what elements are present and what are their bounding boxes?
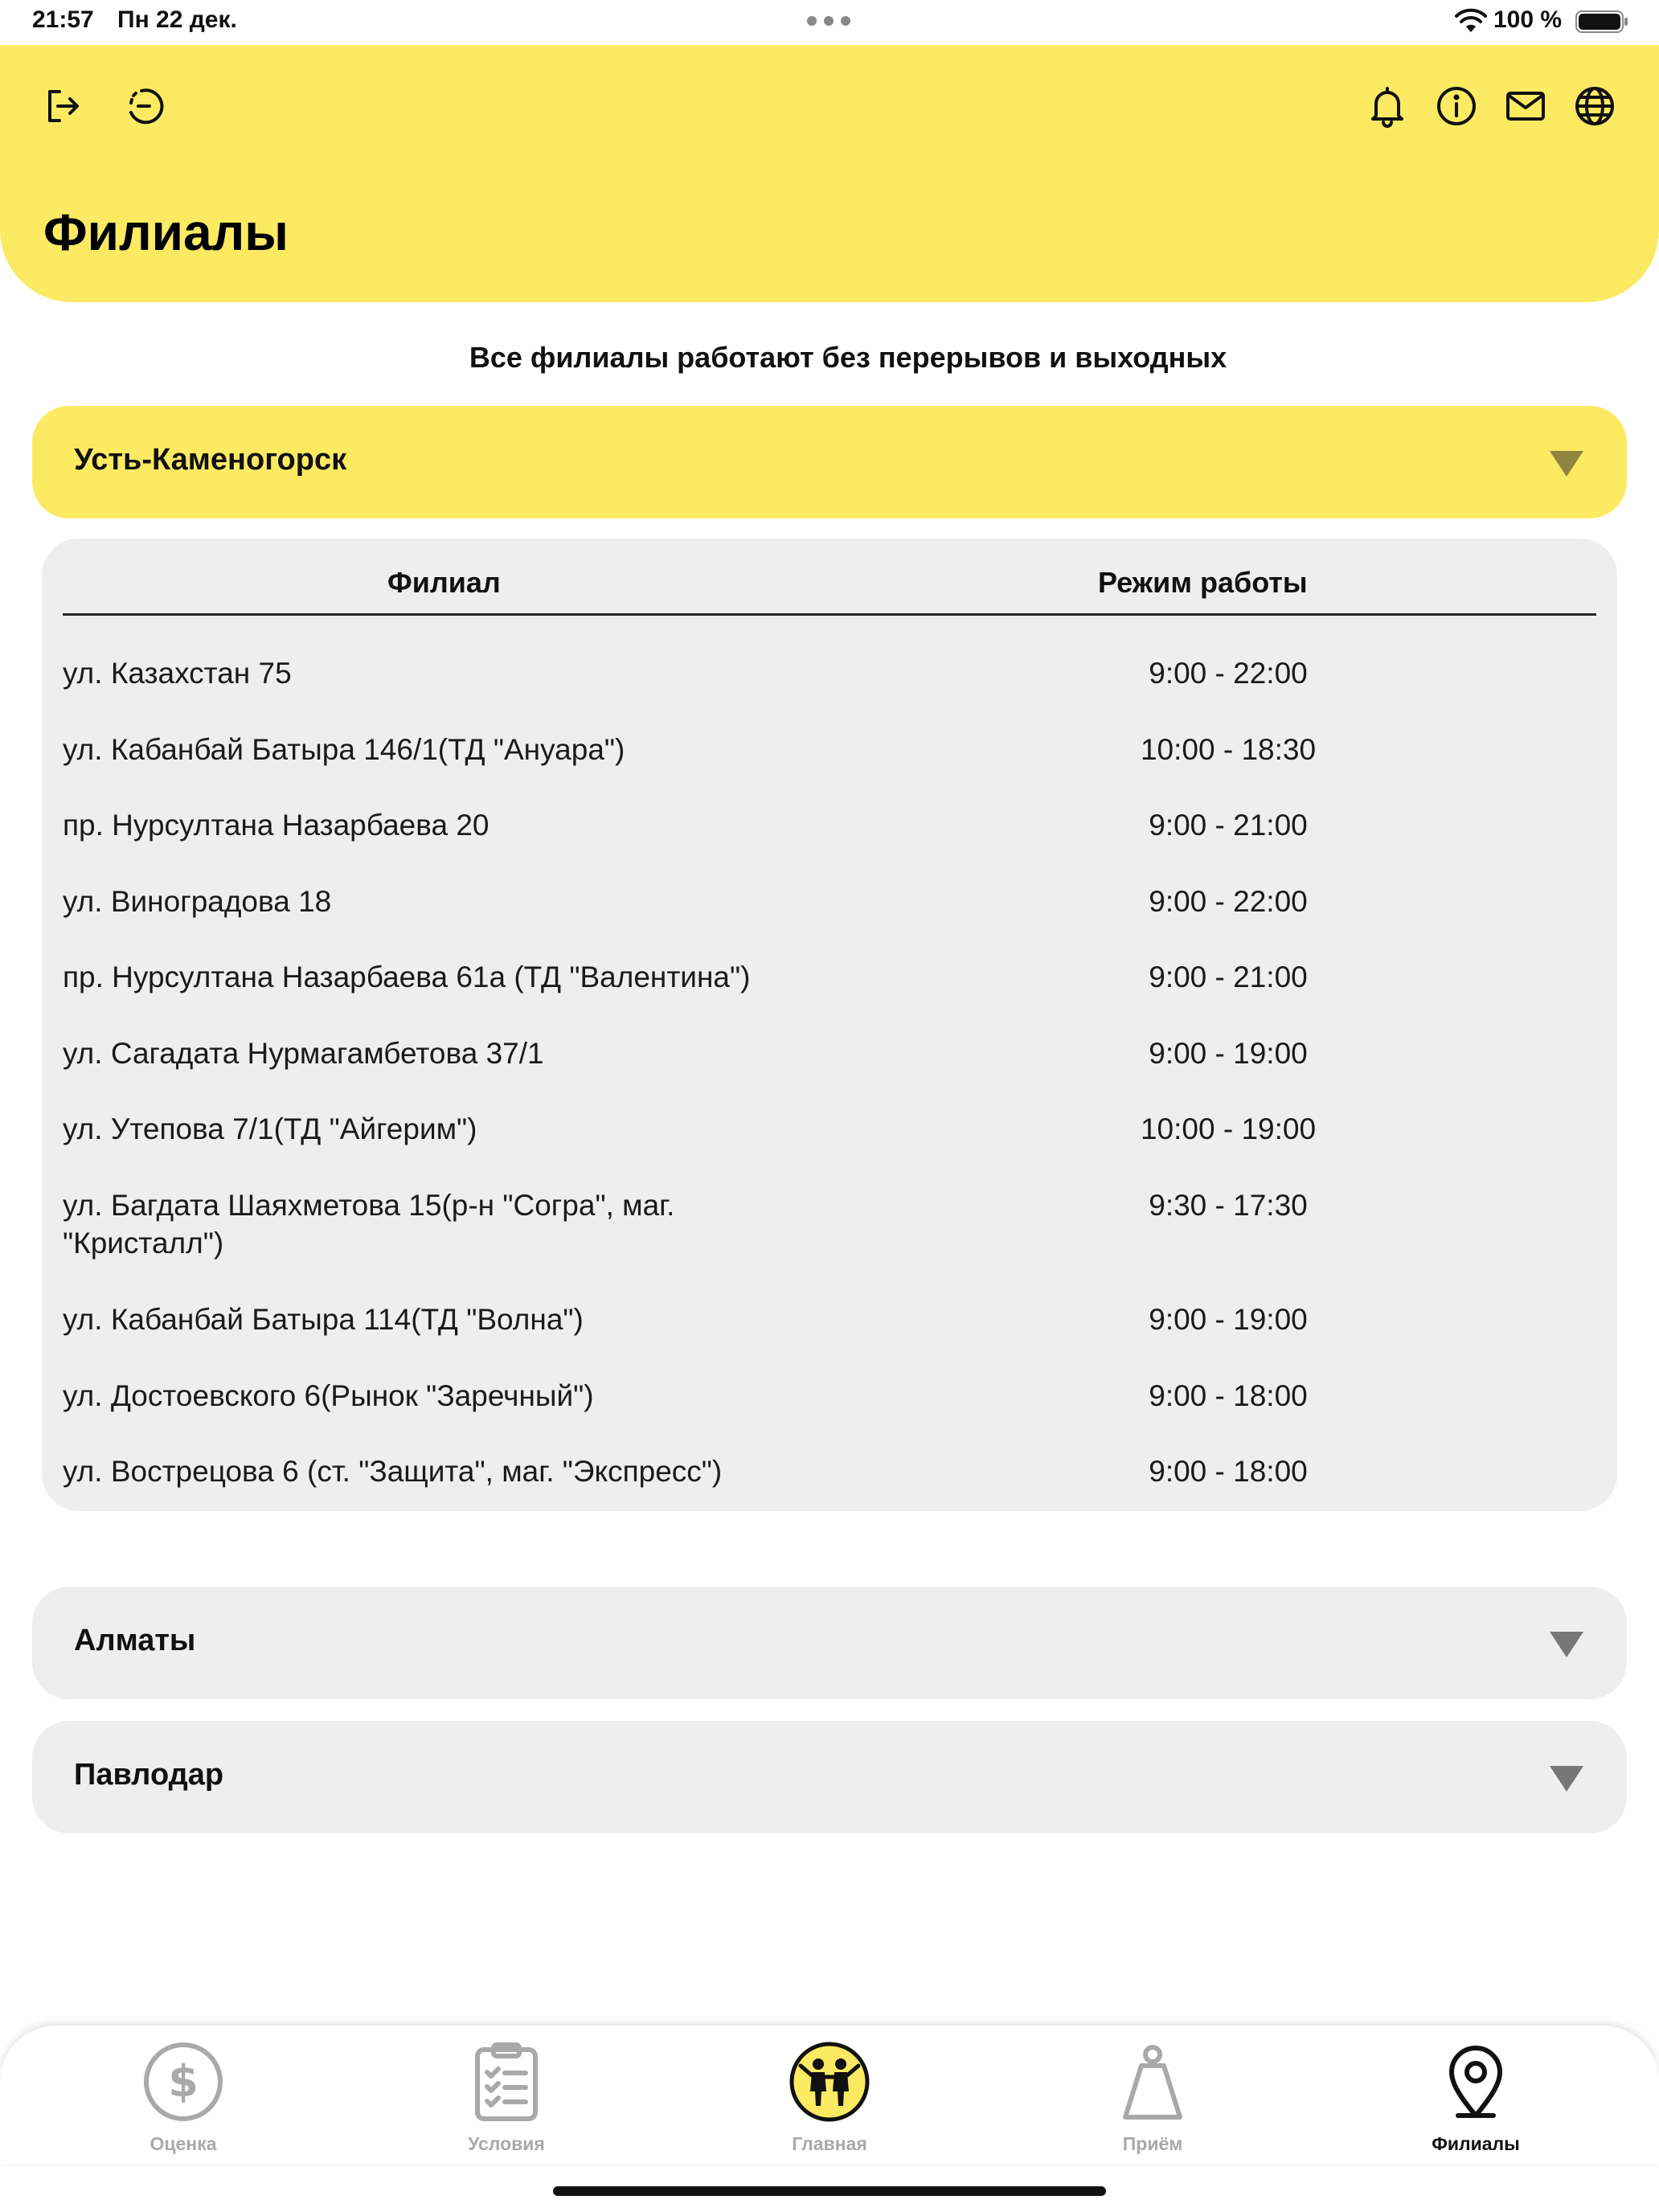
people-logo-icon (789, 2042, 870, 2122)
tab-branches[interactable] (1379, 2042, 1572, 2162)
tab-label: Оценка (150, 2133, 217, 2154)
tab-conditions[interactable] (410, 2042, 603, 2162)
branch-hours: 10:00 - 19:00 (1140, 1112, 1317, 1145)
clipboard-checklist-icon (466, 2042, 547, 2122)
branch-hours: 9:00 - 21:00 (1149, 961, 1308, 993)
tab-evaluation[interactable] (87, 2042, 280, 2162)
tab-label: Условия (468, 2133, 545, 2154)
city-name: Усть-Каменогорск (74, 443, 347, 477)
branch-address: ул. Кабанбай Батыра 146/1(ТД "Ануара") (63, 733, 625, 766)
tab-label: Приём (1122, 2133, 1183, 2154)
chevron-down-icon (1548, 449, 1585, 478)
branch-address: ул. Вострецова 6 (ст. "Защита", маг. "Экспресс") (63, 1455, 723, 1488)
tab-label: Главная (792, 2133, 867, 2154)
status-time: 21:57 (32, 6, 94, 33)
column-header-hours: Режим работы (1098, 566, 1308, 599)
location-pin-icon (1436, 2042, 1516, 2122)
branch-address: ул. Виноградова 18 (63, 885, 332, 918)
tab-reception[interactable] (1056, 2042, 1249, 2162)
logout-icon[interactable] (40, 82, 88, 130)
info-icon[interactable] (1432, 82, 1481, 130)
city-accordion-almaty[interactable] (32, 1587, 1627, 1699)
header-divider (63, 613, 1596, 616)
branch-hours: 9:00 - 18:00 (1149, 1455, 1308, 1488)
chevron-down-icon (1548, 1630, 1585, 1659)
header (0, 45, 1659, 302)
battery-icon (1575, 10, 1628, 34)
branch-address: ул. Достоевского 6(Рынок "Заречный") (63, 1379, 594, 1412)
branch-address: ул. Сагадата Нурмагамбетова 37/1 (63, 1037, 544, 1070)
column-header-branch: Филиал (387, 566, 501, 599)
home-indicator[interactable] (553, 2186, 1106, 2196)
wifi-icon (1455, 8, 1487, 34)
branch-address: пр. Нурсултана Назарбаева 20 (63, 809, 490, 842)
branches-table (42, 539, 1617, 1511)
page-title: Филиалы (43, 203, 289, 261)
weight-bag-icon (1112, 2042, 1193, 2122)
city-name: Алматы (74, 1624, 196, 1657)
branch-hours: 9:00 - 19:00 (1149, 1303, 1308, 1336)
status-bar (0, 0, 1659, 45)
branch-address: пр. Нурсултана Назарбаева 61а (ТД "Валентина") (63, 961, 751, 993)
branch-hours: 9:00 - 22:00 (1149, 885, 1308, 918)
city-accordion-pavlodar[interactable] (32, 1721, 1627, 1833)
tab-home[interactable] (733, 2042, 926, 2162)
branch-address: ул. Кабанбай Батыра 114(ТД "Волна") (63, 1303, 584, 1336)
branch-hours: 9:00 - 22:00 (1149, 657, 1308, 690)
dollar-icon (143, 2042, 223, 2122)
branch-hours: 9:00 - 21:00 (1149, 809, 1308, 842)
branch-hours: 9:00 - 18:00 (1149, 1379, 1308, 1412)
status-date: Пн 22 дек. (117, 6, 237, 33)
bottom-tab-bar (0, 2026, 1659, 2164)
city-accordion-ust-kamenogorsk[interactable] (32, 406, 1627, 518)
bell-icon[interactable] (1363, 82, 1411, 130)
branch-address: ул. Утепова 7/1(ТД "Айгерим") (63, 1112, 477, 1145)
branch-hours: 9:00 - 19:00 (1149, 1037, 1308, 1070)
history-icon[interactable] (122, 82, 170, 130)
branch-hours: 9:30 - 17:30 (1149, 1189, 1308, 1222)
multitasking-dots-icon[interactable] (807, 16, 852, 27)
branch-address: ул. Казахстан 75 (63, 657, 292, 690)
city-name: Павлодар (74, 1758, 224, 1792)
branch-address: ул. Багдата Шаяхметова 15(р-н "Согра", маг. "Кристалл") (63, 1189, 675, 1260)
battery-percentage: 100 % (1493, 6, 1563, 33)
tab-label: Филиалы (1432, 2133, 1520, 2154)
branch-hours: 10:00 - 18:30 (1140, 733, 1317, 766)
working-hours-notice: Все филиалы работают без перерывов и выходных (469, 341, 1227, 374)
globe-icon[interactable] (1571, 82, 1619, 130)
mail-icon[interactable] (1501, 82, 1550, 130)
svg-text:$: $ (168, 2056, 199, 2107)
chevron-down-icon (1548, 1764, 1585, 1793)
